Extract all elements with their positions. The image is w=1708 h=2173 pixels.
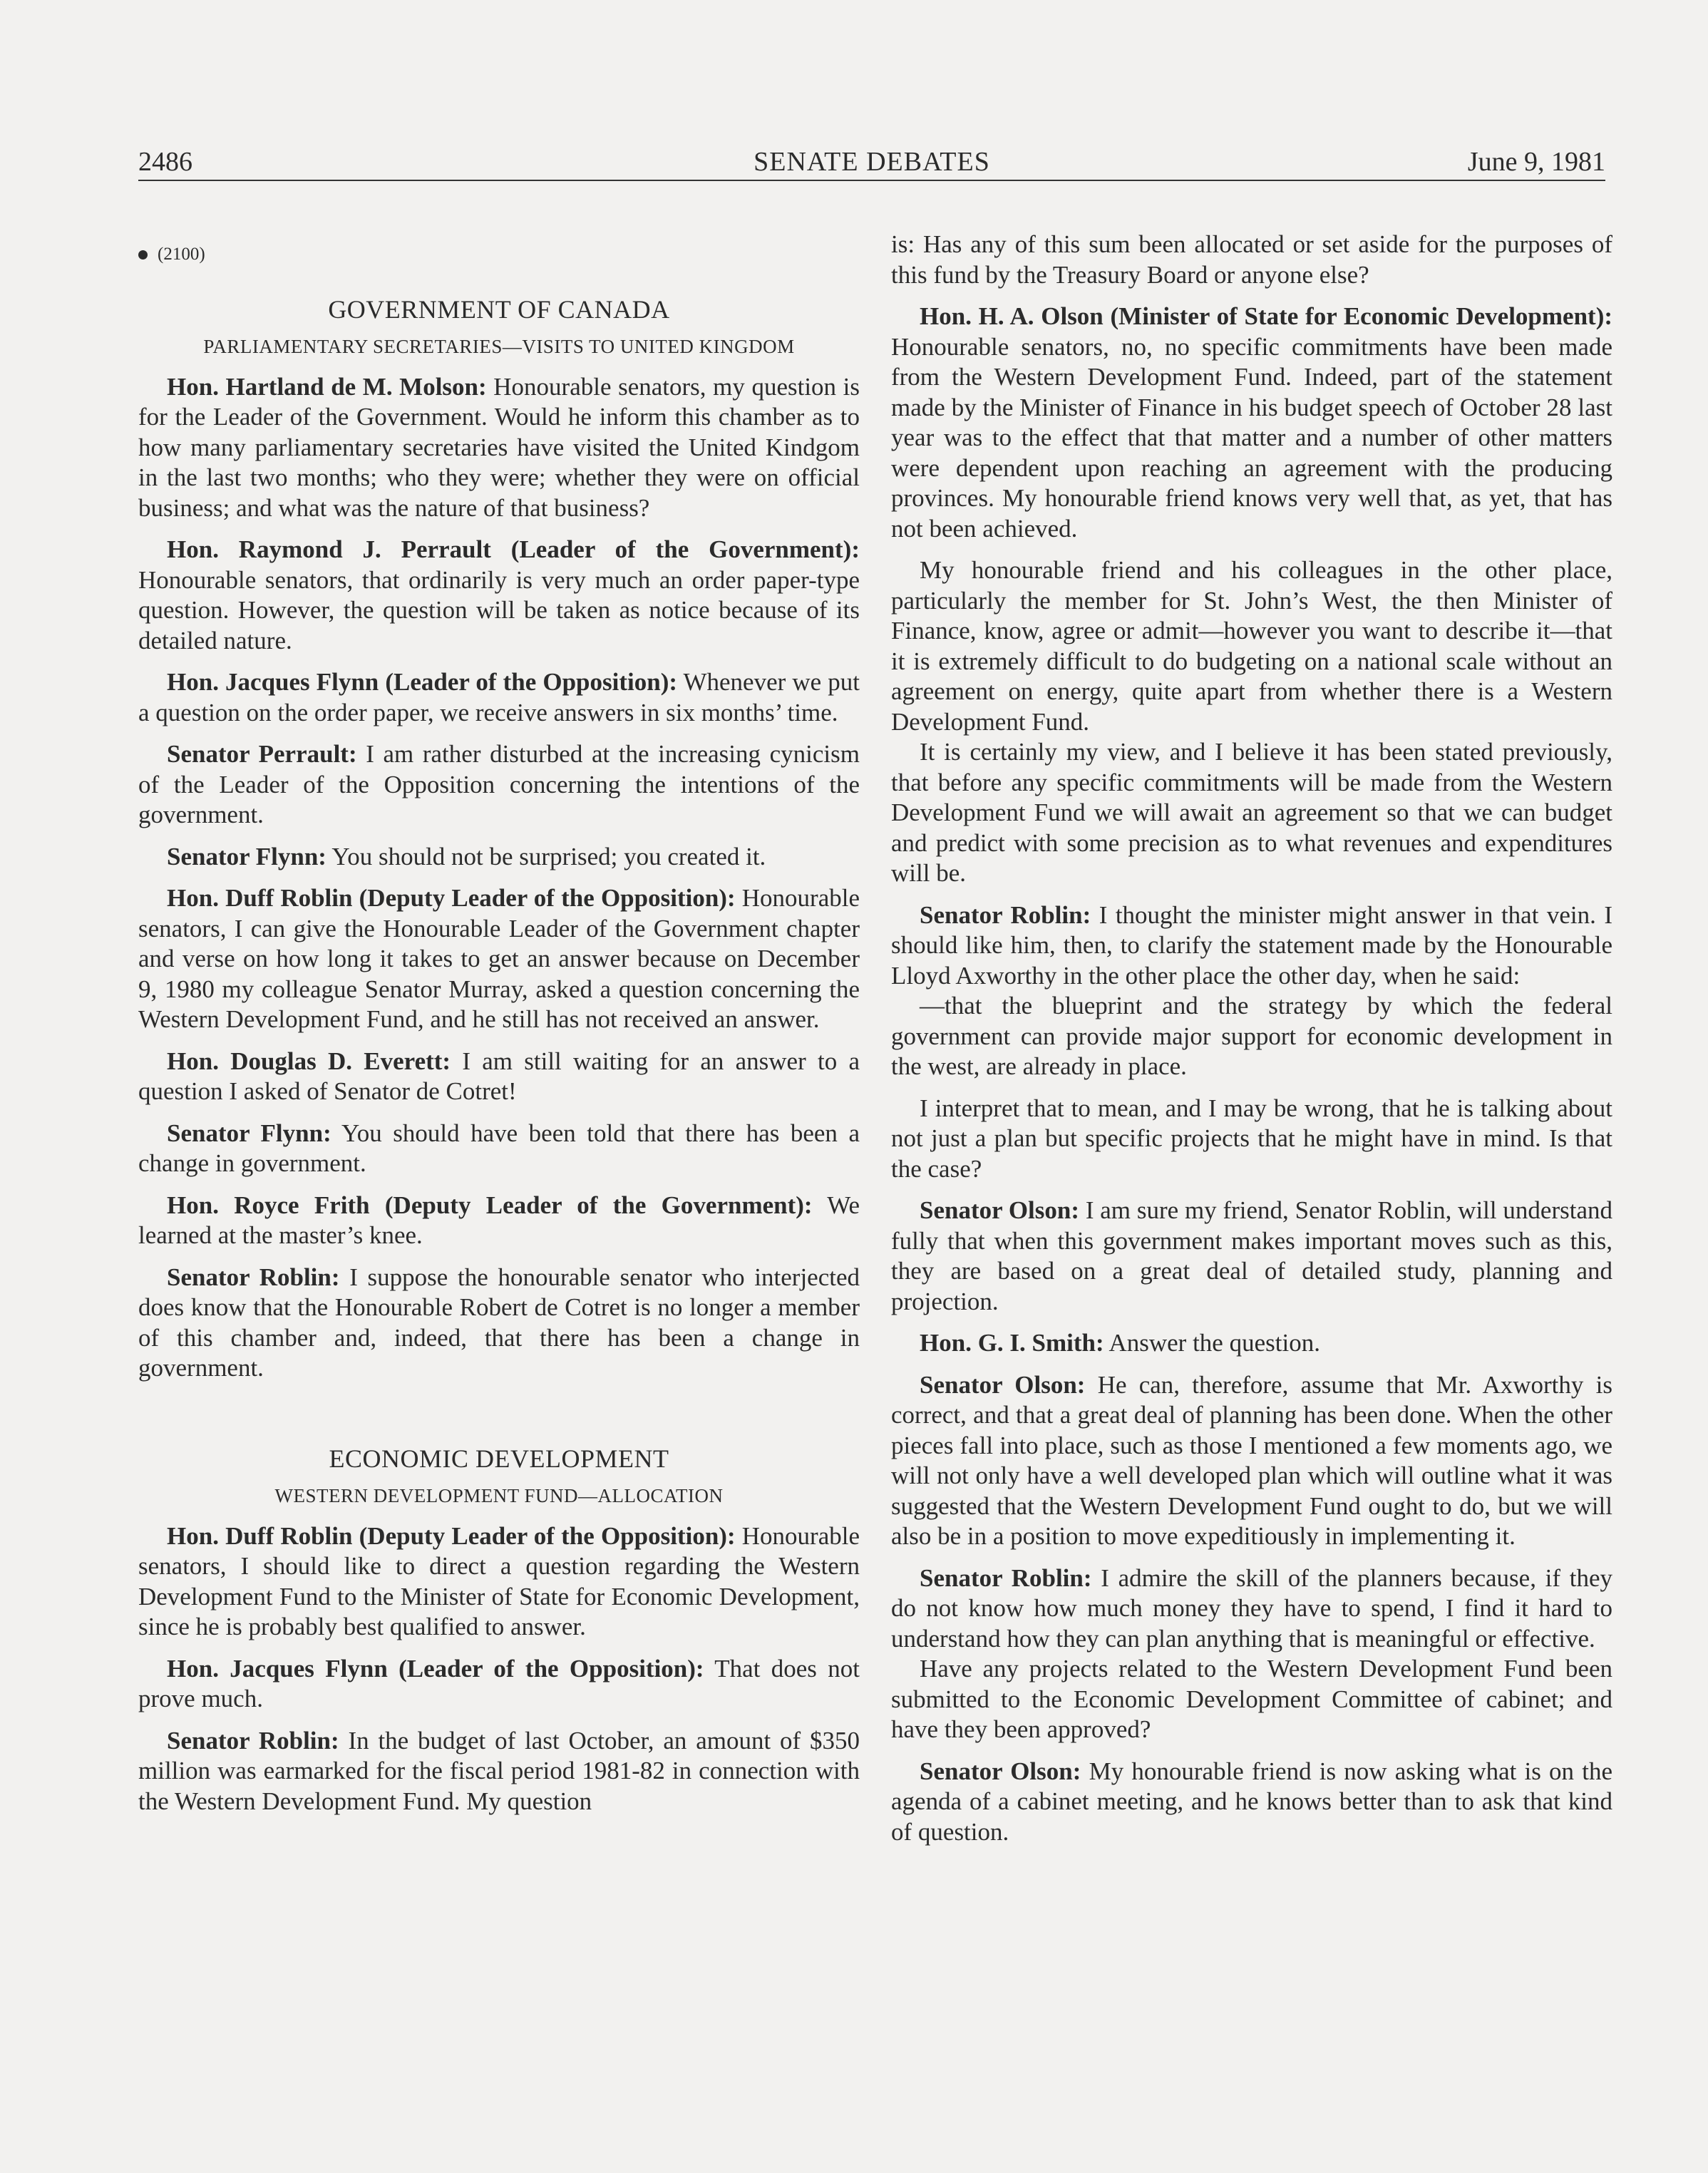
page-header [138,146,1605,182]
speech-text: I thought the minister might answer in that vein. I should like him, then, to clarify the statement made by the Honourable Lloyd Axworthy in the other place the other day, when he said: [891,900,1612,990]
speech-paragraph [138,1191,860,1251]
speaker-name: Senator Olson: [920,1196,1080,1224]
speaker-name: Senator Roblin: [920,900,1091,929]
speaker-name: Senator Roblin: [167,1263,340,1291]
speaker-name: Hon. Royce Frith (Deputy Leader of the Government): [167,1191,813,1219]
section-heading: GOVERNMENT OF CANADA [328,294,670,324]
speech-paragraph: Have any projects related to the Western Development Fund been submitted to the Economic Development Committee of cabinet; and have they been approved? [891,1655,1612,1743]
speaker-name: Senator Olson: [920,1370,1086,1399]
speech-paragraph-continued: is: Has any of this sum been allocated or set aside for the purposes of this fund by the Treasury Board or anyone else? [891,230,1612,289]
speech-text: You should not be surprised; you created it. [326,842,766,870]
page-date: June 9, 1981 [1467,147,1605,177]
speech-paragraph [138,667,860,728]
speaker-name: Hon. Raymond J. Perrault (Leader of the Government): [167,535,860,563]
speech-paragraph [138,1521,860,1643]
left-column [138,227,860,1828]
speech-text: I admire the skill of the planners because, if they do not know how much money they have to spend, I find it hard to understand how they can plan anything that is meaningful or effective. [891,1563,1612,1653]
speech-text: Honourable senators, that ordinarily is very much an order paper-type question. However, the question will be taken as notice because of its detailed nature. [138,565,860,654]
right-column [891,230,1612,1859]
running-title: SENATE DEBATES [753,147,990,177]
page-number: 2486 [138,147,192,177]
speech-text: Honourable senators, my question is for the Leader of the Government. Would he inform this chamber as to how many parliamentary secretaries have visited the United Kindgom in the last two months; who they were; whether they were on official business; and what was the nature of that business? [138,372,860,522]
speech-text: I am rather disturbed at the increasing cynicism of the Leader of the Opposition concerning the intentions of the government. [138,740,860,828]
speaker-name: Senator Flynn: [167,842,326,870]
speech-text: You should have been told that there has been a change in government. [138,1119,860,1177]
speech-paragraph: It is certainly my view, and I believe it has been stated previously, that before any specific commitments will be made from the Western Development Fund we will await an agreement so that we can budget and predict with some precision as to what revenues and expenditures will be. [891,738,1612,887]
speech-text: Honourable senators, I should like to direct a question regarding the Western Development Fund to the Minister of State for Economic Development, since he is probably best qualified to answer. [138,1521,860,1640]
speaker-name: Senator Olson: [920,1757,1081,1785]
speaker-name: Hon. Duff Roblin (Deputy Leader of the Opposition): [167,884,736,912]
speaker-name: Hon. Jacques Flynn (Leader of the Opposition): [167,668,678,696]
section-subheading: WESTERN DEVELOPMENT FUND—ALLOCATION [274,1485,724,1506]
speech-paragraph [138,883,860,1035]
section-subheading: PARLIAMENTARY SECRETARIES—VISITS TO UNITED KINGDOM [203,336,795,357]
speech-paragraph [138,739,860,831]
speech-paragraph [891,1370,1612,1552]
speech-text: Honourable senators, no, no specific commitments have been made from the Western Development Fund. Indeed, part of the statement made by the Minister of Finance in his budget speech of October 28 last year was to the effect that that matter and a number of other matters were dependent upon reaching an agreement with the producing provinces. My honourable friend knows very well that, as yet, that has not been achieved. [891,332,1612,543]
speech-text: In the budget of last October, an amount of $350 million was earmarked for the fiscal period 1981-82 in connection with the Western Development Fund. My question [138,1726,860,1815]
speaker-name: Senator Roblin: [920,1563,1092,1592]
speech-text: We learned at the master’s knee. [138,1191,860,1249]
speaker-name: Senator Perrault: [167,740,357,768]
speech-text: I am still waiting for an answer to a question I asked of Senator de Cotret! [138,1047,860,1105]
speaker-name: Hon. Hartland de M. Molson: [167,372,487,401]
block-quote: —that the blueprint and the strategy by which the federal government can provide major support for economic development in the west, are already in place. [891,992,1612,1080]
speech-text: I am sure my friend, Senator Roblin, will understand fully that when this government makes important moves such as this, they are based on a great deal of detailed study, planning and projection. [891,1196,1612,1315]
speech-paragraph [891,900,1612,992]
speaker-name: Hon. Duff Roblin (Deputy Leader of the Opposition): [167,1521,736,1550]
speech-paragraph [891,302,1612,544]
section-heading: ECONOMIC DEVELOPMENT [329,1444,669,1473]
section-gap [138,1395,860,1441]
bullet-icon [138,250,148,260]
speech-paragraph [138,1263,860,1384]
speech-paragraph: I interpret that to mean, and I may be wrong, that he is talking about not just a plan but specific projects that he might have in mind. Is that the case? [891,1094,1612,1183]
speech-paragraph [138,535,860,656]
speaker-name: Hon. G. I. Smith: [920,1329,1104,1357]
speech-text: I suppose the honourable senator who interjected does know that the Honourable Robert de Cotret is no longer a member of this chamber and, indeed, that there has been a change in government. [138,1263,860,1382]
speech-paragraph [138,1726,860,1817]
speech-paragraph [891,1563,1612,1655]
time-marker-text: (2100) [158,245,205,264]
speech-paragraph [138,1119,860,1179]
speech-text: Answer the question. [1103,1329,1320,1357]
speaker-name: Hon. Jacques Flynn (Leader of the Opposition): [167,1654,704,1683]
time-marker [138,240,860,270]
speaker-name: Hon. H. A. Olson (Minister of State for Economic Development): [920,302,1612,330]
speaker-name: Senator Flynn: [167,1119,331,1147]
speech-text: That does not prove much. [138,1654,860,1712]
header-rule [138,180,1605,181]
speaker-name: Senator Roblin: [167,1726,339,1755]
speech-text: He can, therefore, assume that Mr. Axworthy is correct, and that a great deal of planning has been done. When the other pieces fall into place, such as those I mentioned a few moments ago, we will not only have a well developed plan which will outline what it was suggested that the Western Development Fund ought to do, but we will also be in a position to move expeditiously in implementing it. [891,1370,1612,1550]
speech-paragraph [891,1757,1612,1848]
speech-paragraph [891,1196,1612,1317]
speech-paragraph [138,1654,860,1715]
speech-text: My honourable friend is now asking what is on the agenda of a cabinet meeting, and he knows better than to ask that kind of question. [891,1757,1613,1846]
speech-paragraph: My honourable friend and his colleagues in the other place, particularly the member for St. John’s West, the then Minister of Finance, know, agree or admit—however you want to describe it—that it is extremely difficult to do budgeting on a national scale without an agreement on energy, quite apart from whether there is a Western Development Fund. [891,556,1612,736]
speech-text: Whenever we put a question on the order paper, we receive answers in six months’ time. [138,668,860,726]
speaker-name: Hon. Douglas D. Everett: [167,1047,451,1075]
speech-text: Honourable senators, I can give the Honourable Leader of the Government chapter and verse on how long it takes to get an answer because on December 9, 1980 my colleague Senator Murray, asked a question concerning the Western Development Fund, and he still has not received an answer. [138,884,860,1033]
speech-paragraph [138,842,860,873]
speech-paragraph [138,372,860,524]
speech-paragraph [138,1047,860,1107]
speech-paragraph [891,1328,1612,1359]
